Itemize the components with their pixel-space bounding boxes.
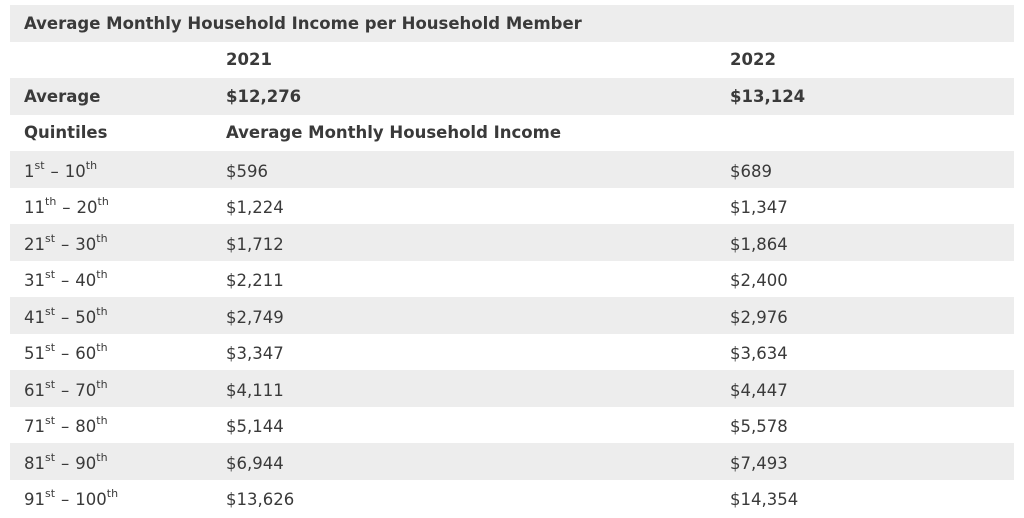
range-start — [24, 454, 55, 473]
quintile-range — [24, 188, 109, 227]
range-start-suffix: th — [45, 195, 56, 208]
range-end — [77, 198, 109, 217]
range-start-suffix: st — [45, 268, 55, 281]
table-row — [10, 151, 1014, 188]
year-2021-header: 2021 — [226, 42, 272, 79]
value-2022: $3,634 — [730, 334, 788, 373]
range-start-number: 71 — [24, 417, 45, 436]
value-2021: $3,347 — [226, 334, 284, 373]
range-end-suffix: th — [96, 305, 107, 318]
table-title: Average Monthly Household Income per Household Member — [24, 5, 582, 42]
range-start-number: 31 — [24, 271, 45, 290]
range-end-suffix: th — [96, 341, 107, 354]
range-start — [24, 198, 56, 217]
table-row — [10, 188, 1014, 225]
range-end-suffix: th — [98, 195, 109, 208]
range-separator: – — [45, 162, 65, 181]
value-2021: $6,944 — [226, 443, 284, 482]
range-end-number: 90 — [75, 454, 96, 473]
range-end — [75, 417, 107, 436]
range-separator: – — [55, 308, 75, 327]
average-2022-value: $13,124 — [730, 78, 805, 115]
value-2022: $1,347 — [730, 188, 788, 227]
range-start-suffix: st — [45, 341, 55, 354]
range-separator: – — [55, 235, 75, 254]
quintiles-header-row — [10, 115, 1014, 152]
quintile-range — [24, 261, 108, 300]
table-row — [10, 480, 1014, 517]
range-end — [75, 454, 107, 473]
range-start-suffix: st — [45, 414, 55, 427]
value-2022: $2,976 — [730, 297, 788, 336]
range-end-suffix: th — [86, 159, 97, 172]
range-start-number: 81 — [24, 454, 45, 473]
value-2021: $2,211 — [226, 261, 284, 300]
range-start-number: 11 — [24, 198, 45, 217]
average-label: Average — [24, 78, 100, 115]
range-start-suffix: st — [35, 159, 45, 172]
range-start — [24, 308, 55, 327]
table-row — [10, 407, 1014, 444]
income-column-header: Average Monthly Household Income — [226, 115, 561, 152]
quintile-range — [24, 224, 108, 263]
range-start — [24, 271, 55, 290]
range-start — [24, 381, 55, 400]
table-row — [10, 443, 1014, 480]
range-end-number: 100 — [75, 490, 107, 509]
value-2021: $5,144 — [226, 407, 284, 446]
range-end-number: 70 — [75, 381, 96, 400]
range-end-number: 10 — [65, 162, 86, 181]
table-title-row — [10, 5, 1014, 42]
value-2022: $689 — [730, 151, 772, 190]
average-2021-value: $12,276 — [226, 78, 301, 115]
range-end-number: 30 — [75, 235, 96, 254]
range-end — [75, 381, 107, 400]
value-2022: $5,578 — [730, 407, 788, 446]
value-2021: $596 — [226, 151, 268, 190]
range-end — [75, 235, 107, 254]
range-end — [75, 271, 107, 290]
range-start-number: 41 — [24, 308, 45, 327]
range-end — [75, 344, 107, 363]
range-start-suffix: st — [45, 451, 55, 464]
range-end-number: 60 — [75, 344, 96, 363]
value-2021: $1,712 — [226, 224, 284, 263]
range-end-suffix: th — [96, 378, 107, 391]
quintile-range — [24, 480, 118, 518]
range-end-number: 20 — [77, 198, 98, 217]
value-2022: $14,354 — [730, 480, 798, 518]
range-start-number: 91 — [24, 490, 45, 509]
quintiles-label: Quintiles — [24, 115, 107, 152]
value-2021: $13,626 — [226, 480, 294, 518]
average-row — [10, 78, 1014, 115]
range-end — [65, 162, 97, 181]
range-start-number: 1 — [24, 162, 35, 181]
range-start-number: 51 — [24, 344, 45, 363]
quintile-range — [24, 370, 108, 409]
range-end-suffix: th — [107, 487, 118, 500]
range-end-number: 50 — [75, 308, 96, 327]
range-end-suffix: th — [96, 414, 107, 427]
value-2021: $2,749 — [226, 297, 284, 336]
range-separator: – — [55, 381, 75, 400]
range-end — [75, 490, 118, 509]
range-start-number: 21 — [24, 235, 45, 254]
income-table — [10, 5, 1014, 516]
range-end-suffix: th — [96, 232, 107, 245]
range-separator: – — [55, 417, 75, 436]
range-end-number: 80 — [75, 417, 96, 436]
range-start — [24, 344, 55, 363]
range-start — [24, 490, 55, 509]
range-separator: – — [55, 490, 75, 509]
range-end-number: 40 — [75, 271, 96, 290]
quintile-range — [24, 297, 108, 336]
table-row — [10, 334, 1014, 371]
quintile-range — [24, 407, 108, 446]
range-end — [75, 308, 107, 327]
value-2022: $1,864 — [730, 224, 788, 263]
range-end-suffix: th — [96, 268, 107, 281]
range-separator: – — [55, 271, 75, 290]
quintile-range — [24, 334, 108, 373]
range-separator: – — [55, 344, 75, 363]
quintile-range — [24, 151, 97, 190]
range-separator: – — [55, 454, 75, 473]
table-row — [10, 370, 1014, 407]
range-end-suffix: th — [96, 451, 107, 464]
quintile-rows — [10, 151, 1014, 516]
range-separator: – — [56, 198, 76, 217]
range-start-number: 61 — [24, 381, 45, 400]
range-start — [24, 235, 55, 254]
range-start-suffix: st — [45, 232, 55, 245]
year-2022-header: 2022 — [730, 42, 776, 79]
range-start — [24, 417, 55, 436]
value-2022: $4,447 — [730, 370, 788, 409]
range-start — [24, 162, 45, 181]
table-row — [10, 261, 1014, 298]
value-2022: $7,493 — [730, 443, 788, 482]
value-2021: $4,111 — [226, 370, 284, 409]
range-start-suffix: st — [45, 378, 55, 391]
value-2021: $1,224 — [226, 188, 284, 227]
table-row — [10, 297, 1014, 334]
value-2022: $2,400 — [730, 261, 788, 300]
year-header-row — [10, 42, 1014, 79]
range-start-suffix: st — [45, 305, 55, 318]
range-start-suffix: st — [45, 487, 55, 500]
quintile-range — [24, 443, 108, 482]
table-row — [10, 224, 1014, 261]
